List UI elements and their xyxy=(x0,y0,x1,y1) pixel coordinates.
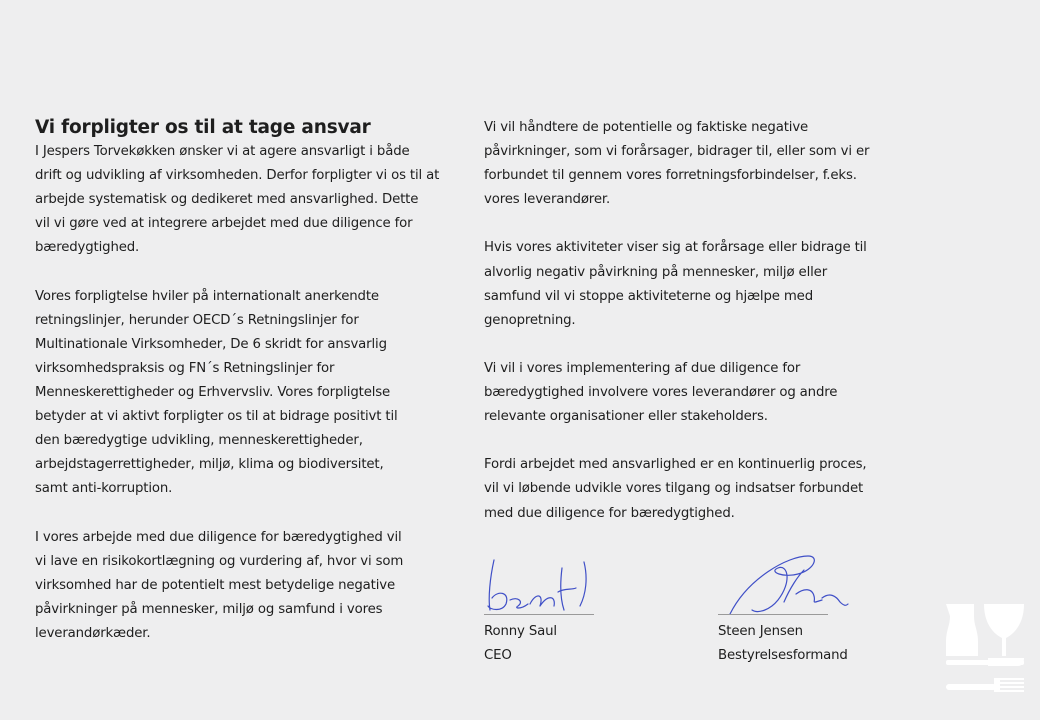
handwritten-signature-steen xyxy=(718,548,898,620)
signature-block-chairman xyxy=(718,548,898,668)
signatory-name: Steen Jensen xyxy=(718,624,803,639)
handwritten-signature-ronny xyxy=(484,548,644,620)
signatory-name: Ronny Saul xyxy=(484,624,557,639)
paragraph-stakeholders: Vi vil i vores implementering af due diligence for bæredygtighed involvere vores leverandører og andre relevante organisationer eller stakeholders. xyxy=(484,360,838,425)
paragraph-risk-mapping: I vores arbejde med due diligence for bæredygtighed vil vi lave en risikokortlægning og vurdering af, hvor vi som virksomhed har de potentielt mest betydelige negative påvirkninger på mennesker, miljø og samfund i vores leverandørkæder. xyxy=(35,529,404,641)
signature-line xyxy=(484,614,594,615)
paragraph-continuous-process: Fordi arbejdet med ansvarlighed er en kontinuerlig proces, vil vi løbende udvikle vores tilgang og indsatser forbundet med due diligence for bæredygtighed. xyxy=(484,457,867,521)
paragraph-stop-activities: Hvis vores aktiviteter viser sig at forårsage eller bidrage til alvorlig negativ påvirkning på mennesker, miljø eller samfund vil vi stoppe aktiviteterne og hjælpe med genopretning. xyxy=(484,240,867,328)
paragraph-guidelines: Vores forpligtelse hviler på internationalt anerkendte retningslinjer, herunder OECD´s Retningslinjer for Multinationale Virksomheder, De 6 skridt for ansvarlig virksomhedspraksis og FN´s Retningslinjer for Menneskerettigheder og Erhvervsliv. Vores forpligtelse betyder at vi aktivt forpligter os til at bidrage positivt til den bæredygtige udvikling, menneskerettigheder, arbejdstagerrettigheder, miljø, klima og biodiversitet, samt anti-korruption. xyxy=(35,288,398,497)
left-column xyxy=(35,116,475,646)
tableware-logo-icon xyxy=(944,602,1026,698)
signature-line xyxy=(718,614,828,615)
signatory-title: CEO xyxy=(484,648,512,664)
right-column xyxy=(484,116,909,526)
paragraph-impacts: Vi vil håndtere de potentielle og faktiske negative påvirkninger, som vi forårsager, bidrager til, eller som vi er forbundet til gennem vores forretningsforbindelser, f.eks. vores leverandører. xyxy=(484,120,870,208)
paragraph-commitment: I Jespers Torvekøkken ønsker vi at agere ansvarligt i både drift og udvikling af virksomheden. Derfor forpligter vi os til at arbejde systematisk og dedikeret med ansvarlighed. Dette vil vi gøre ved at integrere arbejdet med due diligence for bæredygtighed. xyxy=(35,144,440,256)
signature-block-ceo xyxy=(484,548,644,668)
signatory-title: Bestyrelsesformand xyxy=(718,648,848,664)
page-title: Vi forpligter os til at tage ansvar xyxy=(35,117,371,138)
